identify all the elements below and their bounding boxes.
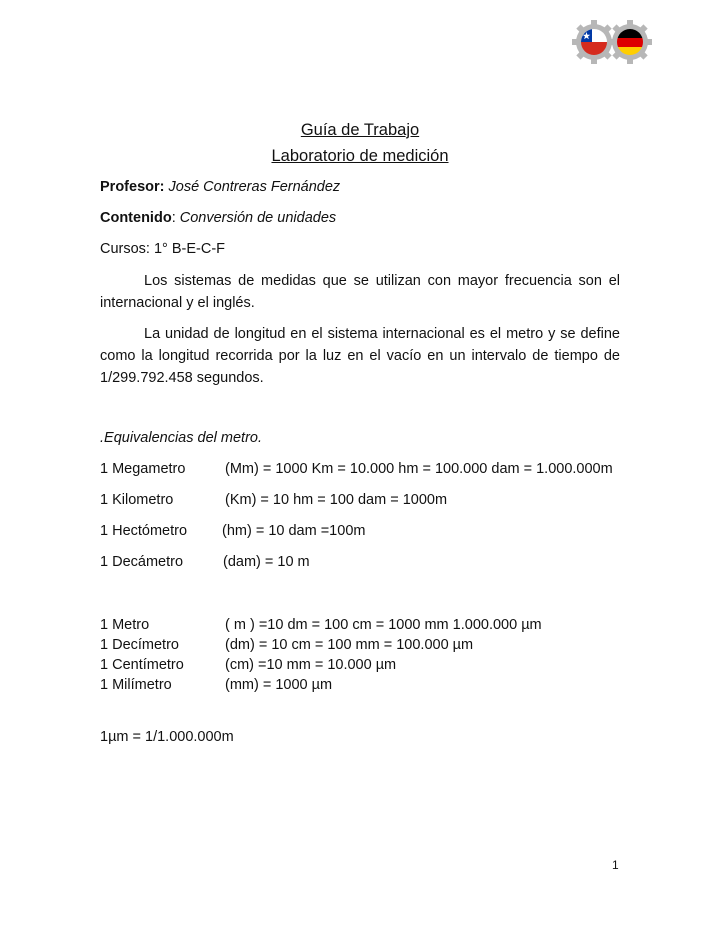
paragraph-2: La unidad de longitud en el sistema internacional es el metro y se define como la longitud recorrida por la luz en el vacío en un intervalo de tiempo de 1/299.792.458 segundos.: [100, 326, 620, 386]
page-number: 1: [612, 858, 619, 872]
multiple-equivalence: (hm) = 10 dam =100m: [222, 523, 366, 539]
multiple-unit: 1 Decámetro: [100, 554, 184, 570]
contenido-label: Contenido: [100, 210, 172, 226]
submultiple-equivalence: (mm) = 1000 µm: [225, 677, 333, 693]
multiple-equivalence: (Mm) = 1000 Km = 10.000 hm = 100.000 dam = 1.000.000m: [225, 461, 613, 477]
multiple-equivalence: (dam) = 10 m: [223, 554, 310, 570]
profesor-label: Profesor:: [100, 179, 165, 195]
cursos-line: Cursos: 1° B-E-C-F: [100, 241, 226, 257]
submultiple-unit: 1 Milímetro: [100, 677, 172, 693]
submultiple-equivalence: (dm) = 10 cm = 100 mm = 100.000 µm: [225, 637, 474, 653]
profesor-line: [100, 179, 340, 195]
profesor-value: José Contreras Fernández: [168, 179, 341, 195]
submultiple-unit: 1 Centímetro: [100, 657, 184, 673]
multiple-unit: 1 Megametro: [100, 461, 186, 477]
contenido-value: Conversión de unidades: [179, 210, 337, 226]
contenido-line: [100, 210, 336, 226]
document-title: Guía de Trabajo: [300, 121, 420, 139]
paragraph-1: Los sistemas de medidas que se utilizan con mayor frecuencia son el internacional y el inglés.: [100, 273, 620, 311]
chile-germany-gear-flags-icon: [572, 20, 652, 64]
submultiple-equivalence: ( m ) =10 dm = 100 cm = 1000 mm 1.000.000 µm: [225, 617, 542, 633]
equivalencias-heading: [100, 430, 262, 446]
equivalencias-title: .Equivalencias del metro.: [100, 430, 262, 446]
submultiple-equivalence: (cm) =10 mm = 10.000 µm: [225, 657, 397, 673]
submultiple-unit: 1 Metro: [100, 617, 150, 633]
submultiple-unit: 1 Decímetro: [100, 637, 179, 653]
multiple-unit: 1 Kilometro: [100, 492, 174, 508]
multiple-unit: 1 Hectómetro: [100, 523, 188, 539]
multiple-equivalence: (Km) = 10 hm = 100 dam = 1000m: [225, 492, 448, 508]
document-subtitle: Laboratorio de medición: [271, 147, 449, 165]
micrometro-equivalence: 1µm = 1/1.000.000m: [100, 729, 234, 745]
contenido-colon: :: [171, 210, 176, 226]
